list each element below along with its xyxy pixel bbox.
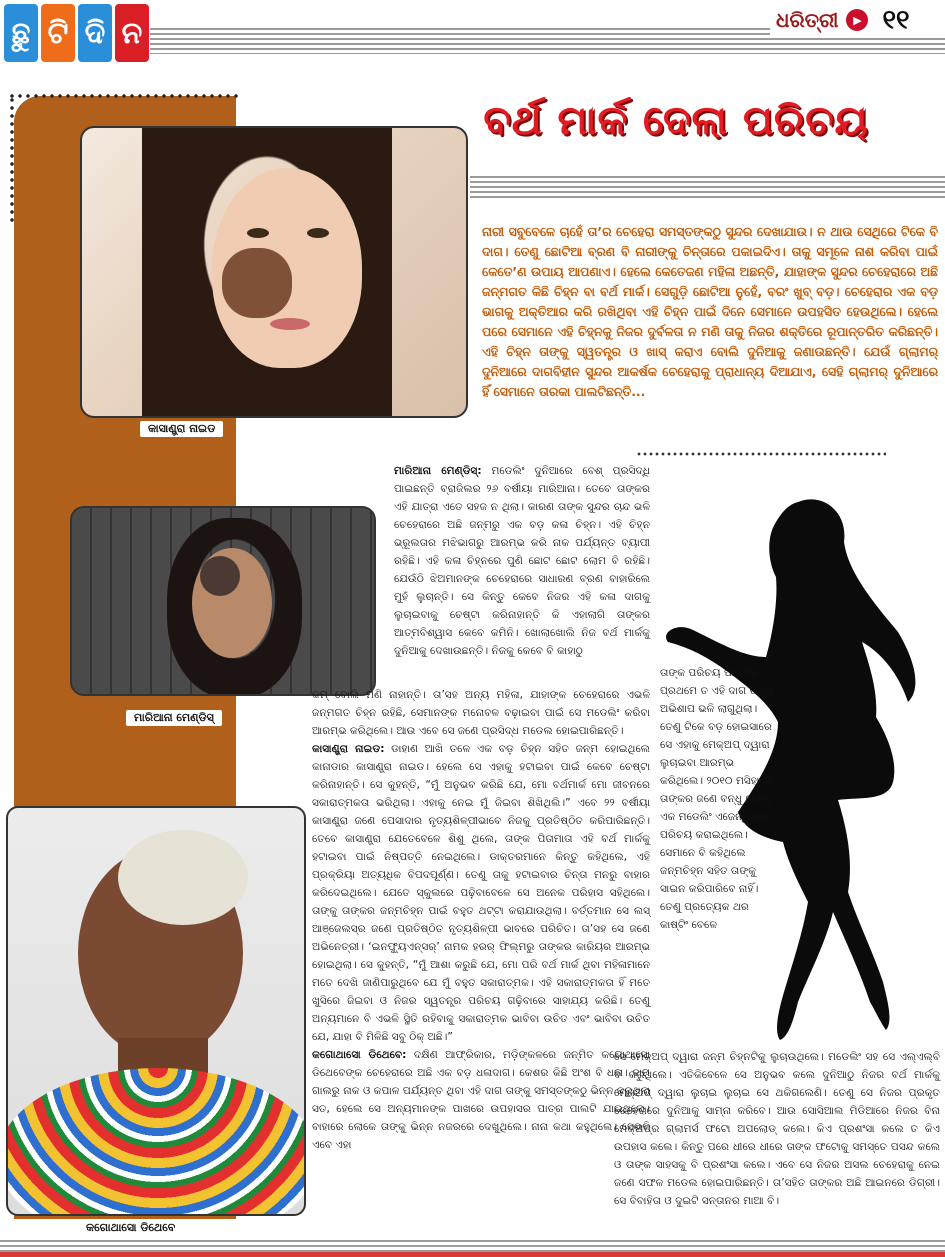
logo-text: ଧରିତ୍ରୀ — [776, 8, 839, 32]
eye — [307, 228, 329, 238]
newspaper-logo — [770, 4, 945, 36]
caption-photo3: କଗୋଥାସୋ ଡିଥେବେ — [78, 1220, 183, 1236]
article-text: ତାଙ୍କ ପରିଚୟ ପାଲଟିଛି। ପ୍ରଥମେ ତ ଏହି ଦାଗ ତାଙ୍କୁ ଅଭିଶାପ ଭଳି ଲାଗୁଥିଲା। ତେଣୁ ଟିକେ ବଡ଼ ହୋଇସାରେ ସେ ଏହାକୁ ମେକ୍‌ଅପ୍ ଦ୍ୱାରା ଲୁଚାଇବା ଆରମ୍ଭ କରିଥିଲେ। ୨୦୧୦ ମସିହାରେ ତାଙ୍କର ଜଣେ ବନ୍ଧୁ ତାଙ୍କୁ ଏକ ମଡେଲିଂ ଏଜେନ୍ସି ସହିତ ପରିଚୟ କରାଇଥିଲେ। ସେମାନେ ବି କହିଥିଲେ ଜନ୍ମଚିହ୍ନ ସହିତ ତାଙ୍କୁ ସାଇନ କରିପାରିବେ ନାହିଁ। ତେଣୁ ପ୍ରତ୍ୟେକ ଥର କାଷ୍ଟିଂ ବେଳେ — [660, 667, 775, 931]
birthmark — [222, 248, 292, 318]
photo-kgothatso — [6, 806, 306, 1216]
subhead-mariana: ମାରିଆନା ମେଣ୍ଡିସ୍: — [394, 465, 482, 477]
title-rule — [470, 176, 945, 198]
intro-paragraph: ନାରୀ ସବୁବେଳେ ଚାହେଁ ତା’ର ଚେହେରା ସମସ୍ତଙ୍କଠୁ ସୁନ୍ଦର ଦେଖାଯାଉ। ନ ଥାଉ ସେଥିରେ ଟିକେ ବି ଦାଗ। ତେଣୁ ଛୋଟିଆ ବ୍ରଣ ବି ନାରୀଙ୍କୁ ଚିନ୍ତାରେ ପକାଇଦିଏ। ତାକୁ ସମୂଳେ ନାଶ କରିବା ପାଇଁ କେତେ’ଣ ଉପାୟ ଆପଣାଏ। ହେଲେ କେତେଜଣ ମହିଳା ଅଛନ୍ତି, ଯାହାଙ୍କ ସୁନ୍ଦର ଚେହେରାରେ ଅଛି ଜନ୍ମଗତ କିଛି ଚିହ୍ନ ବା ବର୍ଥ ମାର୍କ। ସେଗୁଡ଼ି ଛୋଟିଆ ନୁହେଁ, ବରଂ ଖୁବ୍ ବଡ଼। ଚେହେରାର ଏକ ବଡ଼ ଭାଗକୁ ଅକ୍ତିଆର କରି ରଖିଥିବା ଏହି ଚିହ୍ନ ପାଇଁ ଦିନେ ସେମାନେ ଉପହସିତ ହେଉଥିଲେ। ହେଲେ ପରେ ସେମାନେ ଏହି ଚିହ୍ନକୁ ନିଜର ଦୁର୍ବଳତା ନ ମଣି ତାକୁ ନିଜର ଶକ୍ତିରେ ରୂପାନ୍ତରିତ କରିଛନ୍ତି। ଏହି ଚିହ୍ନ ତାଙ୍କୁ ସ୍ୱତନ୍ତ୍ର ଓ ଖାସ୍ କରାଏ ବୋଲି ଦୁନିଆକୁ ଜଣାଉଛନ୍ତି। ଯେଉଁ ଗ୍ଲାମର୍ ଦୁନିଆରେ ଦାଗବିହୀନ ସୁନ୍ଦର ଆକର୍ଷକ ଚେହେରାକୁ ପ୍ରାଧାନ୍ୟ ଦିଆଯାଏ, ସେହି ଗ୍ଲାମର୍ ଦୁନିଆରେ ହିଁ ସେମାନେ ତାରକା ପାଲଟିଛନ୍ତି... — [482, 224, 938, 399]
page-number: ୧୧ — [882, 4, 910, 35]
article-bottom-column — [614, 1048, 940, 1210]
dotted-border — [8, 92, 242, 100]
article-main-column — [312, 686, 650, 1154]
section-letter-4: ନ — [115, 4, 149, 62]
article-text: ସେ ମେକ୍‌ଅପ୍ ଦ୍ୱାରା ଜନ୍ମ ଚିହ୍ନଟିକୁ ଲୁଚାଉଥିଲେ। ମଡେଲିଂ ସହ ସେ ଏଲ୍‌ଏଲ୍‌ବି ବି କରୁଥିଲେ। ଏତିକିବେଳେ ସେ ଅନୁଭବ କଲେ ଦୁନିଆଠୁ ନିଜର ବର୍ଥ ମାର୍କକୁ ମେକ୍‌ଅପ୍ ଦ୍ୱାରା ଲୁଚାଇ ଲୁଚାଇ ସେ ଥକିଗଲେଣି। ତେଣୁ ସେ ନିଜର ପ୍ରକୃତ ଚେହେରାରେ ଦୁନିଆକୁ ସାମ୍ନା କରିବେ। ଆଉ ସୋସିଆଲ ମିଡିଆରେ ନିଜର ବିନା ମେକ୍‌ଅପ୍‌ର ଗ୍ଲାମର୍ସ ଫଟୋ ଅପଲୋଡ୍ କଲେ। କିଏ ପ୍ରଶଂସା କଲେ ତ କିଏ ଉପହାସ କଲେ। କିନ୍ତୁ ପରେ ଧୀରେ ଧୀରେ ତାଙ୍କ ଫଟୋକୁ ସମସ୍ତେ ପସନ୍ଦ କଲେ ଓ ତାଙ୍କ ସାହସକୁ ବି ପ୍ରଶଂସା କଲେ। ଏବେ ସେ ନିଜର ଅସଲ ଚେହେରାକୁ ନେଇ ଜଣେ ସଫଳ ମଡେଲ ହୋଇପାରିଛନ୍ତି। ତା’ସହିତ ତାଙ୍କର ଅଛି ଆଇନରେ ଡିଗ୍ରୀ। ସେ ବିବାହିତା ଓ ଦୁଇଟି ସନ୍ତାନର ମାଆ ବି। — [614, 1051, 940, 1207]
eye — [247, 228, 269, 238]
article-title: ବର୍ଥ ମାର୍କ ଦେଲା ପରିଚୟ — [483, 98, 869, 144]
article-text: ଡାହାଣ ଆଖି ତଳେ ଏକ ବଡ଼ ଚିହ୍ନ ସହିତ ଜନ୍ମ ହୋଇଥିଲେ କାନାଡାର କାସାଣ୍ଡ୍ରା ନାଇଡ। ହେଲେ ସେ ଏହାକୁ ହଟାଇବା ପାଇଁ କେବେ ଚେଷ୍ଟା କରିନାହାନ୍ତି। ସେ କୁହନ୍ତି, “ମୁଁ ଅନୁଭବ କରିଛି ଯେ, ମୋ ବର୍ଥମାର୍କ ମୋ ଜୀବନରେ ସକାରାତ୍ମକତା ଭରିଥିଲା। ଏହାକୁ ନେଇ ମୁଁ ଜିଇବା ଶିଖିଥିଲି।” ଏବେ ୨୨ ବର୍ଷୀୟା କାସାଣ୍ଡ୍ରା ଜଣେ ପେସାଦାର ନୃତ୍ୟଶିଳ୍ପୀଭାବେ ନିଜକୁ ପ୍ରତିଷ୍ଠିତ କରିପାରିଛନ୍ତି। ତେବେ କାସାଣ୍ଡ୍ରା ଯେତେବେଳେ ଶିଶୁ ଥିଲେ, ତାଙ୍କ ପିତାମାତା ଏହି ବର୍ଥ ମାର୍କକୁ ହଟାଇବା ପାଇଁ ନିଷ୍ପତ୍ତି ନେଇଥିଲେ। ଡାକ୍ତରମାନେ କିନ୍ତୁ କହିଥିଲେ, ଏହି ପ୍ରକ୍ରିୟା ଅତ୍ୟଧିକ ବିପଦପୂର୍ଣ୍ଣ। ତେଣୁ ତାକୁ ହଟାଇବାର ଚିନ୍ତା ମନରୁ ବାହାର କରିଦେଇଥିଲେ। ଯେତେ ସ୍କୁଲରେ ପଢ଼ିବାବେଳେ ସେ ଅନେକ ପରିହାସ ସହିଥିଲେ। ତାଙ୍କୁ ତାଙ୍କର ଜନ୍ମଚିହ୍ନ ପାଇଁ ବହୁତ ଥଟ୍ଟା କରାଯାଉଥିଲା। ବର୍ତ୍ତମାନ ସେ ଲସ୍ ଆଞ୍ଜେଲସ୍‌ର ଜଣେ ପ୍ରତିଷ୍ଠିତ ନୃତ୍ୟଶିଳ୍ପୀ ଭାବରେ ପରିଚିତ। ତା’ସହ ସେ ଜଣେ ଅଭିନେତ୍ରୀ। ‘ଇନଫ୍ୟୁଏନ୍ସର୍’ ନାମକ ହରର୍ ଫିଲ୍ମରୁ ତାଙ୍କର କାରିୟର ଆରମ୍ଭ ହୋଇଥିଲା। ସେ କୁହନ୍ତି, “ମୁଁ ଆଶା କରୁଛି ଯେ, ମୋ ପରି ବର୍ଥ ମାର୍କ ଥିବା ମହିଳାମାନେ ମତେ ଦେଖି ଜାଣିପାରୁଥିବେ ଯେ ମୁଁ ବହୁତ ସକାରାତ୍ମକ। ଏହି ସକାରାତ୍ମକତା ହିଁ ମତେ ଖୁସିରେ ଜିଇବା ଓ ନିଜର ସ୍ୱତନ୍ତ୍ର ପରିଚୟ ଗଢ଼ିବାରେ ସାହାଯ୍ୟ କରିଛି। ତେଣୁ ଅନ୍ୟମାନେ ବି ଏଭଳି ସ୍ଥିତି ରହିବାକୁ ସକାରାତ୍ମକ ଭାବିବା ଉଚିତ ଏବଂ ଭାବିବା ଉଚିତ ଯେ, ଯାହା ବି ମିଳିଛି ସବୁ ଠିକ୍ ଅଛି।” — [312, 743, 650, 1043]
section-title — [4, 4, 149, 62]
section-letter-2: ଟି — [41, 4, 75, 62]
article-text: ଦକ୍ଷିଣ ଆଫ୍ରିକାର, ମଡ଼ିଙ୍କଳରେ ଜନ୍ମିତ କଗୋଥାସୋ ଡିଥେବେଙ୍କ ଚେହେରାରେ ଅଛି ଏକ ବଡ଼ ଧଳାଦାଗ। କେଶର କିଛି ଅଂଶ ବି ଧଳା। ବାମ ଗାଲରୁ ନାକ ଓ କପାଳ ପର୍ଯ୍ୟନ୍ତ ଥିବା ଏହି ଦାଗ ତାଙ୍କୁ ସମସ୍ତଙ୍କଠୁ ଭିନ୍ନ କରୁଥିଲା ସତ, ହେଲେ ସେ ଅନ୍ୟମାନଙ୍କ ପାଖରେ ଉପହାସର ପାତ୍ର ପାଲଟି ଯାଇଥିଲେ। ବାହାରେ ଲୋକେ ତାଙ୍କୁ ଭିନ୍ନ ନଜରରେ ଦେଖୁଥିଲେ। ନାନା କଥା କହୁଥିଲେ। ସେଭଳି ଏବେ ଏହା — [312, 1049, 650, 1151]
lips — [270, 318, 310, 330]
caption-photo2: ମାରିଆନା ମେଣ୍ଡିସ୍ — [126, 710, 222, 726]
article-mariana — [394, 462, 650, 660]
footer-band — [0, 1252, 945, 1257]
article-text: ମଡେଲିଂ ଦୁନିଆରେ ବେଶ୍ ପ୍ରସିଦ୍ଧି ପାଇଛନ୍ତି ବ୍ରାଜିଲର ୨୬ ବର୍ଷୀୟା ମାରିଆନା। ତେବେ ତାଙ୍କର ଏହି ଯାତ୍ରା ଏତେ ସହଜ ନ ଥିଲା। କାରଣ ତାଙ୍କ ସୁନ୍ଦର ଚାନ୍ଦ ଭଳି ଚେହେରାରେ ଅଛି ଜନ୍ମରୁ ଏକ ବଡ଼ କଳା ଚିହ୍ନ। ଏହି ଚିହ୍ନ ଭ୍ରୂଲତାର ମଝିଭାଗରୁ ଆରମ୍ଭ କରି ନାକ ପର୍ଯ୍ୟନ୍ତ ବ୍ୟାପୀ ରହିଛି। ଏହି କଳା ଚିହ୍ନରେ ପୁଣି ଛୋଟ ଛୋଟ ଲୋମ ବି ରହିଛି। ଯେଉଁଠି ଝିଅମାନଙ୍କ ଚେହେରାରେ ସାଧାରଣ ବ୍ରଣ ବାହାରିଲେ ମୁହଁ ଲୁଚାନ୍ତି। ସେ କିନ୍ତୁ କେବେ ନିଜର ଏହି କଳା ଦାଗକୁ ଲୁଚାଇବାକୁ ଚେଷ୍ଟା କରିନାହାନ୍ତି କି ଏହାଲାଗି ତାଙ୍କର ଆତ୍ମବିଶ୍ୱାସ କେବେ କମିନି। ଖୋଲାଖୋଲି ନିଜ ବର୍ଥ ମାର୍କକୁ ଦୁନିଆକୁ ଦେଖାଉଛନ୍ତି। ନିଜକୁ କେବେ ବି କାହାଠୁ — [394, 465, 650, 657]
article-right-column — [660, 664, 780, 934]
beaded-collar — [6, 1068, 306, 1216]
birthmark — [200, 556, 240, 596]
dotted-separator — [636, 452, 886, 456]
white-hair — [118, 830, 248, 925]
photo-cassandra — [80, 126, 468, 418]
subhead-cassandra: କାସାଣ୍ଡ୍ରା ନାଇଡ: — [312, 743, 385, 755]
subhead-kgothatso: କଗୋଥାସୋ ଡିଥେବେ: — [312, 1049, 407, 1061]
photo-mariana — [70, 506, 376, 696]
caption-photo1: କାସାଣ୍ଡ୍ରା ନାଇଡ — [140, 421, 223, 437]
play-icon: ▶ — [846, 9, 868, 31]
article-text: କମ୍ ବୋଲି ମଣି ନାହାନ୍ତି। ତା’ସହ ଅନ୍ୟ ମହିଳା, ଯାହାଙ୍କ ଚେହେରାରେ ଏଭଳି ଜନ୍ମଗତ ଚିହ୍ନ ରହିଛି, ସେମାନଙ୍କ ମନୋବଳ ବଢ଼ାଇବା ପାଇଁ ସେ ମଡେଲିଂ କରିବା ଆରମ୍ଭ କରିଥିଲେ। ଆଉ ଏବେ ସେ ଜଣେ ପ୍ରସିଦ୍ଧ ମଡେଲ ହୋଇପାରିଛନ୍ତି। — [312, 689, 650, 737]
section-letter-1: ଛୁ — [4, 4, 38, 62]
section-letter-3: ଦି — [78, 4, 112, 62]
dotted-border-vertical — [8, 96, 16, 226]
